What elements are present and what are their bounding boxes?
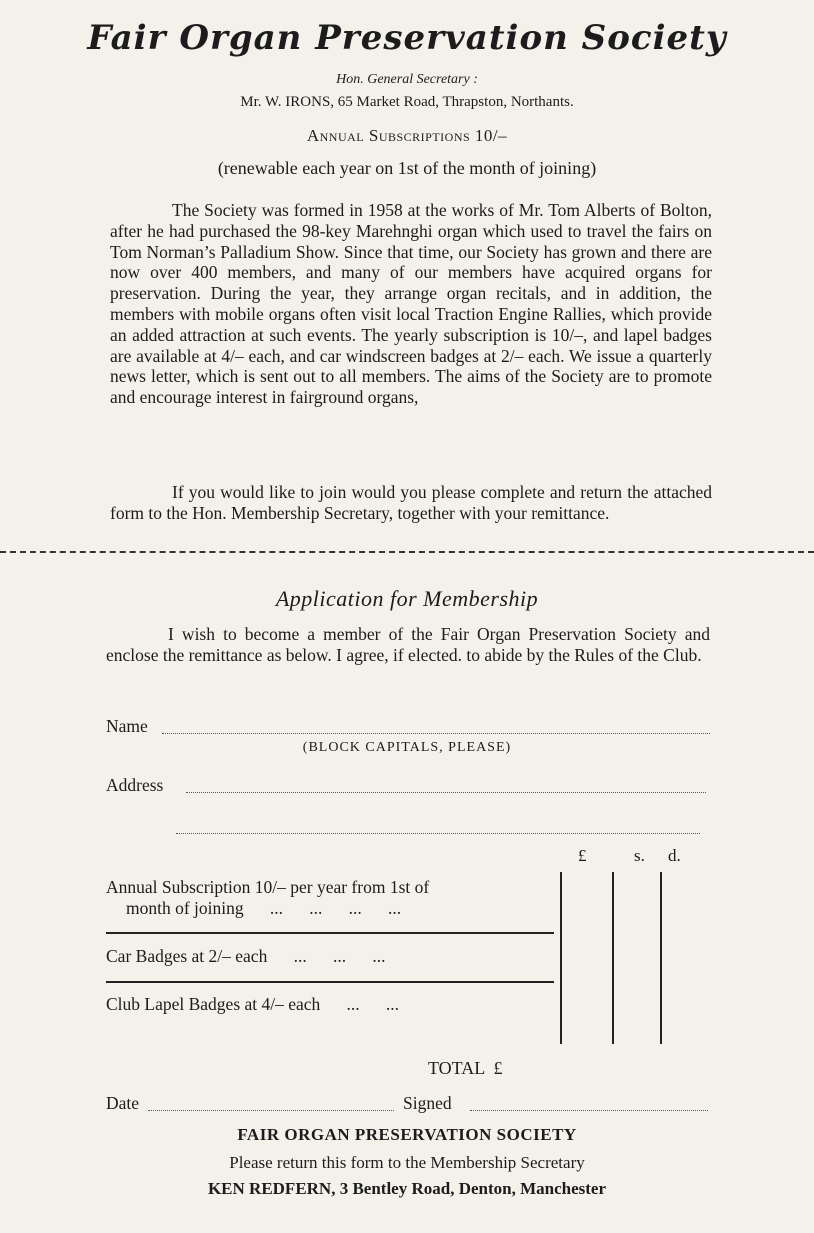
pence-column-header: d.	[668, 846, 681, 865]
renewal-note: (renewable each year on 1st of the month of joining)	[217, 158, 597, 178]
application-title: Application for Membership	[275, 586, 539, 611]
footer-return-instruction: Please return this form to the Membership Secretary	[229, 1153, 585, 1172]
name-field[interactable]	[162, 733, 710, 734]
lapel-badges-pence-cell[interactable]	[663, 985, 707, 1041]
lapel-badges-row-label: Club Lapel Badges at 4/– each ... ...	[106, 994, 400, 1014]
date-label: Date	[106, 1093, 140, 1113]
car-badges-row-label: Car Badges at 2/– each ... ... ...	[106, 946, 386, 966]
date-field[interactable]	[148, 1110, 394, 1111]
lapel-badges-pounds-cell[interactable]	[563, 985, 611, 1041]
address-field-line-2[interactable]	[176, 833, 700, 834]
subscription-pence-cell[interactable]	[663, 876, 707, 930]
signature-field[interactable]	[470, 1110, 708, 1111]
annual-subscription-row-label	[106, 877, 429, 919]
pence-column-rule	[660, 872, 662, 1044]
annual-subscriptions: Annual Subscriptions 10/–	[306, 126, 508, 145]
footer-org-name: FAIR ORGAN PRESERVATION SOCIETY	[237, 1125, 577, 1144]
tear-off-line	[0, 551, 814, 553]
hon-secretary-address: Mr. W. IRONS, 65 Market Road, Thrapston, Northants.	[240, 94, 574, 110]
signed-label: Signed	[403, 1093, 452, 1113]
annual-subscription-line-2: month of joining ... ... ... ...	[126, 898, 402, 918]
subscription-shillings-cell[interactable]	[615, 876, 659, 930]
row-divider-2	[106, 981, 554, 983]
address-field-line-1[interactable]	[186, 792, 706, 793]
lapel-badges-shillings-cell[interactable]	[615, 985, 659, 1041]
name-label: Name	[106, 716, 148, 736]
pounds-column-header: £	[578, 846, 587, 865]
car-badges-shillings-cell[interactable]	[615, 936, 659, 980]
annual-subscription-line-1: Annual Subscription 10/– per year from 1st of	[106, 877, 430, 897]
car-badges-pence-cell[interactable]	[663, 936, 707, 980]
shillings-column-rule	[612, 872, 614, 1044]
society-title: Fair Organ Preservation Society	[87, 18, 727, 58]
shillings-column-header: s.	[634, 846, 645, 865]
society-history-paragraph: The Society was formed in 1958 at the works of Mr. Tom Alberts of Bolton, after he had purchased the 98-key Marehnghi organ which used to travel the fairs on Tom Norman’s Palladium Show. Since that time, our Society has grown and there are now over 400 members, and many of our members have acquired organs for preservation. During the year, they arrange organ recitals, and in addition, the members with mobile organs often visit local Traction Engine Rallies, which provide an added attraction at such events. The yearly subscription is 10/–, and lapel badges are available at 4/– each, and car windscreen badges at 2/– each. We issue a quarterly news letter, which is sent out to all members. The aims of the Society are to promote and encourage interest in fairground organs,	[110, 200, 712, 408]
pounds-column-rule	[560, 872, 562, 1044]
application-intro: I wish to become a member of the Fair Organ Preservation Society and enclose the remittance as below. I agree, if elected. to abide by the Rules of the Club.	[106, 624, 710, 665]
hon-secretary-label: Hon. General Secretary :	[336, 72, 478, 87]
address-label: Address	[106, 775, 164, 795]
join-instructions-paragraph: If you would like to join would you please complete and return the attached form to the Hon. Membership Secretary, together with your remittance.	[110, 482, 712, 523]
footer-secretary-address: KEN REDFERN, 3 Bentley Road, Denton, Manchester	[207, 1179, 607, 1198]
block-capitals-note: (BLOCK CAPITALS, PLEASE)	[302, 740, 512, 755]
subscription-pounds-cell[interactable]	[563, 876, 611, 930]
car-badges-pounds-cell[interactable]	[563, 936, 611, 980]
total-label: TOTAL £	[428, 1058, 503, 1078]
row-divider-1	[106, 932, 554, 934]
total-amount-field[interactable]	[548, 1058, 708, 1082]
